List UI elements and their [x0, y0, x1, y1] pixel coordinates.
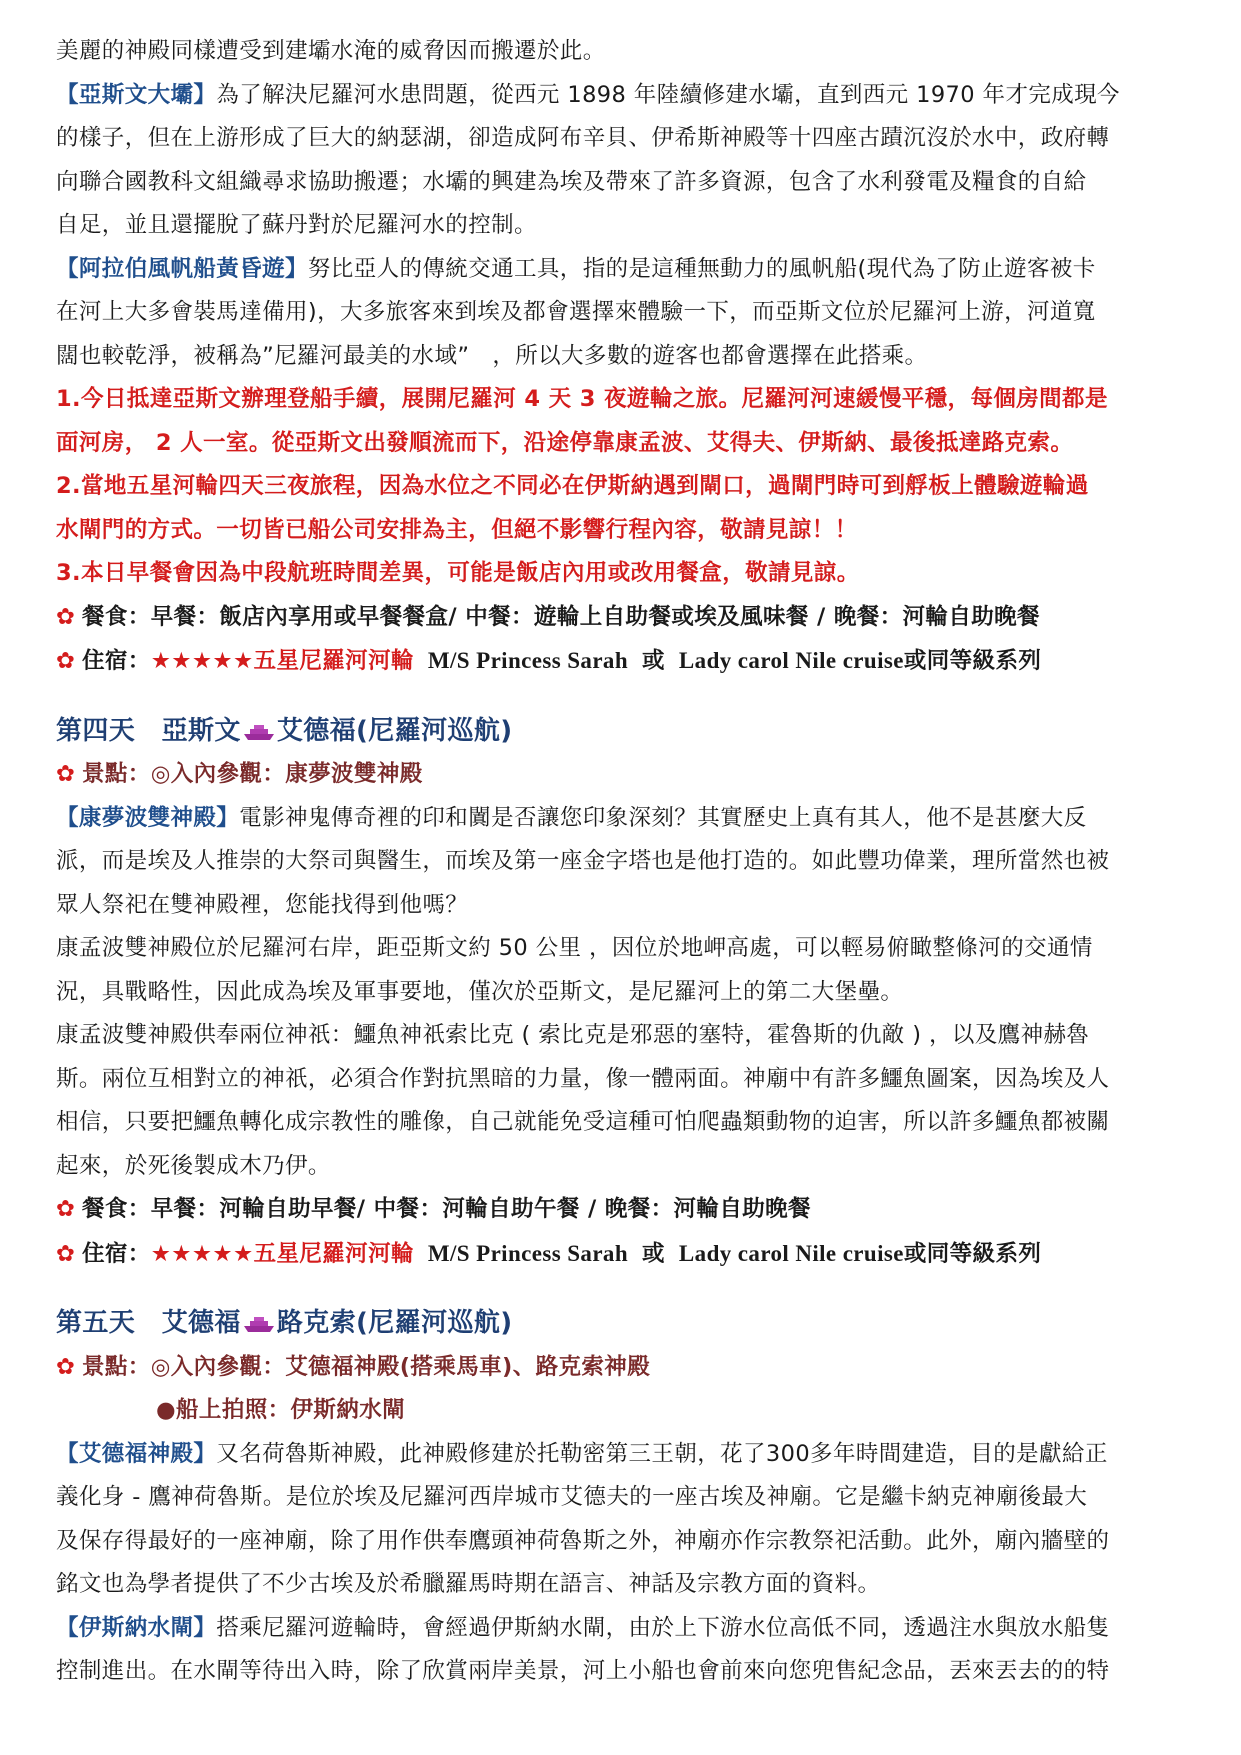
kom-ombo-line-9: 起來，於死後製成木乃伊。: [56, 1152, 331, 1179]
kom-ombo-line-7: 斯。兩位互相對立的神祇，必須合作對抗黑暗的力量，像一體兩面。神廟中有許多鱷魚圖案，因為埃及人: [56, 1065, 1110, 1092]
intro-line: 美麗的神殿同樣遭受到建壩水淹的威脅因而搬遷於此。: [56, 38, 606, 64]
kom-ombo-line-2: 派，而是埃及人推崇的大祭司與醫生，而埃及第一座金字塔也是他打造的。如此豐功偉業，理所當然也被: [56, 848, 1110, 874]
day4-heading: 第四天 亞斯文 艾德福(尼羅河巡航): [56, 715, 513, 746]
aswan-dam-line-1: 【亞斯文大壩】為了解決尼羅河水患問題，從西元 1898 年陸續修建水壩，直到西元 1970 年才完成現今: [56, 81, 1120, 108]
day3-meals: ✿ 餐食：早餐：飯店內享用或早餐餐盒/ 中餐：遊輪上自助餐或埃及風味餐 / 晚餐：河輪自助晚餐: [56, 596, 1186, 640]
day5-heading: 第五天 艾德福 路克索(尼羅河巡航): [56, 1308, 513, 1338]
day4-meals: ✿ 餐食：早餐：河輪自助早餐/ 中餐：河輪自助午餐 / 晚餐：河輪自助晚餐: [56, 1188, 1186, 1232]
note-1-line-1: 1.今日抵達亞斯文辦理登船手續，展開尼羅河 4 天 3 夜遊輪之旅。尼羅河河速緩慢平穩，每個房間都是: [56, 386, 1108, 412]
kom-ombo-line-8: 相信，只要把鱷魚轉化成宗教性的雕像，自己就能免受這種可怕爬蟲類動物的迫害，所以許多鱷魚都被關: [56, 1109, 1110, 1135]
kom-ombo-line-1: 【康夢波雙神殿】電影神鬼傳奇裡的印和闐是否讓您印象深刻？其實歷史上真有其人，他不是甚麼大反: [56, 804, 1087, 831]
note-1-line-2: 面河房， 2 人一室。從亞斯文出發順流而下，沿途停靠康孟波、艾得夫、伊斯納、最後抵達路克索。: [56, 429, 1074, 456]
aswan-dam-line-3: 向聯合國教科文組織尋求協助搬遷；水壩的興建為埃及帶來了許多資源，包含了水利發電及糧食的自給: [56, 168, 1087, 195]
day4-sights: ✿ 景點：◎入內參觀：康夢波雙神殿: [56, 753, 1186, 797]
star-rating: ★★★★★: [150, 1240, 254, 1267]
flower-icon: ✿: [56, 1353, 76, 1380]
esna-label: 【伊斯納水閘】: [56, 1614, 217, 1641]
note-2-line-1: 2.當地五星河輪四天三夜旅程，因為水位之不同必在伊斯納遇到閘口，過閘門時可到艀板上體驗遊輪過: [56, 473, 1089, 499]
edfu-line-3: 及保存得最好的一座神廟，除了用作供奉鷹頭神荷魯斯之外，神廟亦作宗教祭祀活動。此外，廟內牆壁的: [56, 1527, 1110, 1554]
edfu-label: 【艾德福神殿】: [56, 1440, 217, 1467]
esna-line-1: 【伊斯納水閘】搭乘尼羅河遊輪時，會經過伊斯納水閘，由於上下游水位高低不同，透過注水與放水船隻: [56, 1614, 1110, 1641]
felucca-line-1: 【阿拉伯風帆船黃昏遊】努比亞人的傳統交通工具，指的是這種無動力的風帆船(現代為了防止遊客被卡: [56, 255, 1096, 282]
star-rating: ★★★★★: [150, 648, 254, 674]
kom-ombo-label: 【康夢波雙神殿】: [56, 804, 240, 831]
day5-sights: ✿ 景點：◎入內參觀：艾德福神殿(搭乘馬車)、路克索神殿: [56, 1346, 1186, 1390]
aswan-dam-line-2: 的樣子，但在上游形成了巨大的納瑟湖，卻造成阿布辛貝、伊希斯神殿等十四座古蹟沉沒於水中，政府轉: [56, 125, 1110, 151]
document-page: [56, 30, 1186, 1694]
day5-photo-stop: ●船上拍照：伊斯納水閘: [156, 1397, 406, 1423]
flower-icon: ✿: [56, 603, 76, 630]
kom-ombo-line-4: 康孟波雙神殿位於尼羅河右岸，距亞斯文約 50 公里 ，因位於地岬高處，可以輕易俯瞰整條河的交通情: [56, 935, 1093, 961]
felucca-label: 【阿拉伯風帆船黃昏遊】: [56, 255, 308, 282]
day4-hotel: ✿ 住宿：★★★★★五星尼羅河河輪 M/S Princess Sarah 或 Lady carol Nile cruise或同等級系列: [56, 1232, 1186, 1276]
cruise-ship-icon: [242, 1312, 276, 1334]
esna-line-2: 控制進出。在水閘等待出入時，除了欣賞兩岸美景，河上小船也會前來向您兜售紀念品，丟來丟去的的特: [56, 1658, 1110, 1684]
edfu-line-2: 義化身 - 鷹神荷魯斯。是位於埃及尼羅河西岸城市艾德夫的一座古埃及神廟。它是繼卡納克神廟後最大: [56, 1484, 1088, 1510]
ship-name-2: Lady carol Nile cruise: [678, 1240, 904, 1266]
flower-icon: ✿: [56, 1240, 76, 1267]
aswan-dam-label: 【亞斯文大壩】: [56, 81, 217, 108]
edfu-line-1: 【艾德福神殿】又名荷魯斯神殿，此神殿修建於托勒密第三王朝，花了300多年時間建造，目的是獻給正: [56, 1440, 1108, 1467]
kom-ombo-line-6: 康孟波雙神殿供奉兩位神祇：鱷魚神祇索比克 ( 索比克是邪惡的塞特，霍魯斯的仇敵 ) ，以及鷹神赫魯: [56, 1022, 1090, 1048]
note-3: 3.本日早餐會因為中段航班時間差異，可能是飯店內用或改用餐盒，敬請見諒。: [56, 560, 860, 586]
aswan-dam-line-4: 自足，並且還擺脫了蘇丹對於尼羅河水的控制。: [56, 212, 537, 238]
kom-ombo-line-5: 況，具戰略性，因此成為埃及軍事要地，僅次於亞斯文，是尼羅河上的第二大堡壘。: [56, 978, 904, 1005]
ship-name-2: Lady carol Nile cruise: [678, 648, 904, 673]
cruise-ship-icon: [242, 720, 276, 742]
flower-icon: ✿: [56, 648, 76, 674]
ship-name: M/S Princess Sarah: [427, 1240, 629, 1266]
day3-hotel: ✿ 住宿：★★★★★五星尼羅河河輪 M/S Princess Sarah 或 Lady carol Nile cruise或同等級系列: [56, 639, 1186, 683]
felucca-line-2: 在河上大多會裝馬達備用)，大多旅客來到埃及都會選擇來體驗一下，而亞斯文位於尼羅河上游，河道寬: [56, 299, 1096, 325]
flower-icon: ✿: [56, 1196, 76, 1222]
edfu-line-4: 銘文也為學者提供了不少古埃及於希臘羅馬時期在語言、神話及宗教方面的資料。: [56, 1571, 881, 1597]
flower-icon: ✿: [56, 761, 76, 787]
kom-ombo-line-3: 眾人祭祀在雙神殿裡，您能找得到他嗎？: [56, 891, 469, 918]
felucca-line-3: 闊也較乾淨，被稱為”尼羅河最美的水域” ，所以大多數的遊客也都會選擇在此搭乘。: [56, 342, 928, 369]
note-2-line-2: 水閘門的方式。一切皆已船公司安排為主，但絕不影響行程內容，敬請見諒！！: [56, 516, 858, 543]
ship-name: M/S Princess Sarah: [427, 648, 629, 673]
